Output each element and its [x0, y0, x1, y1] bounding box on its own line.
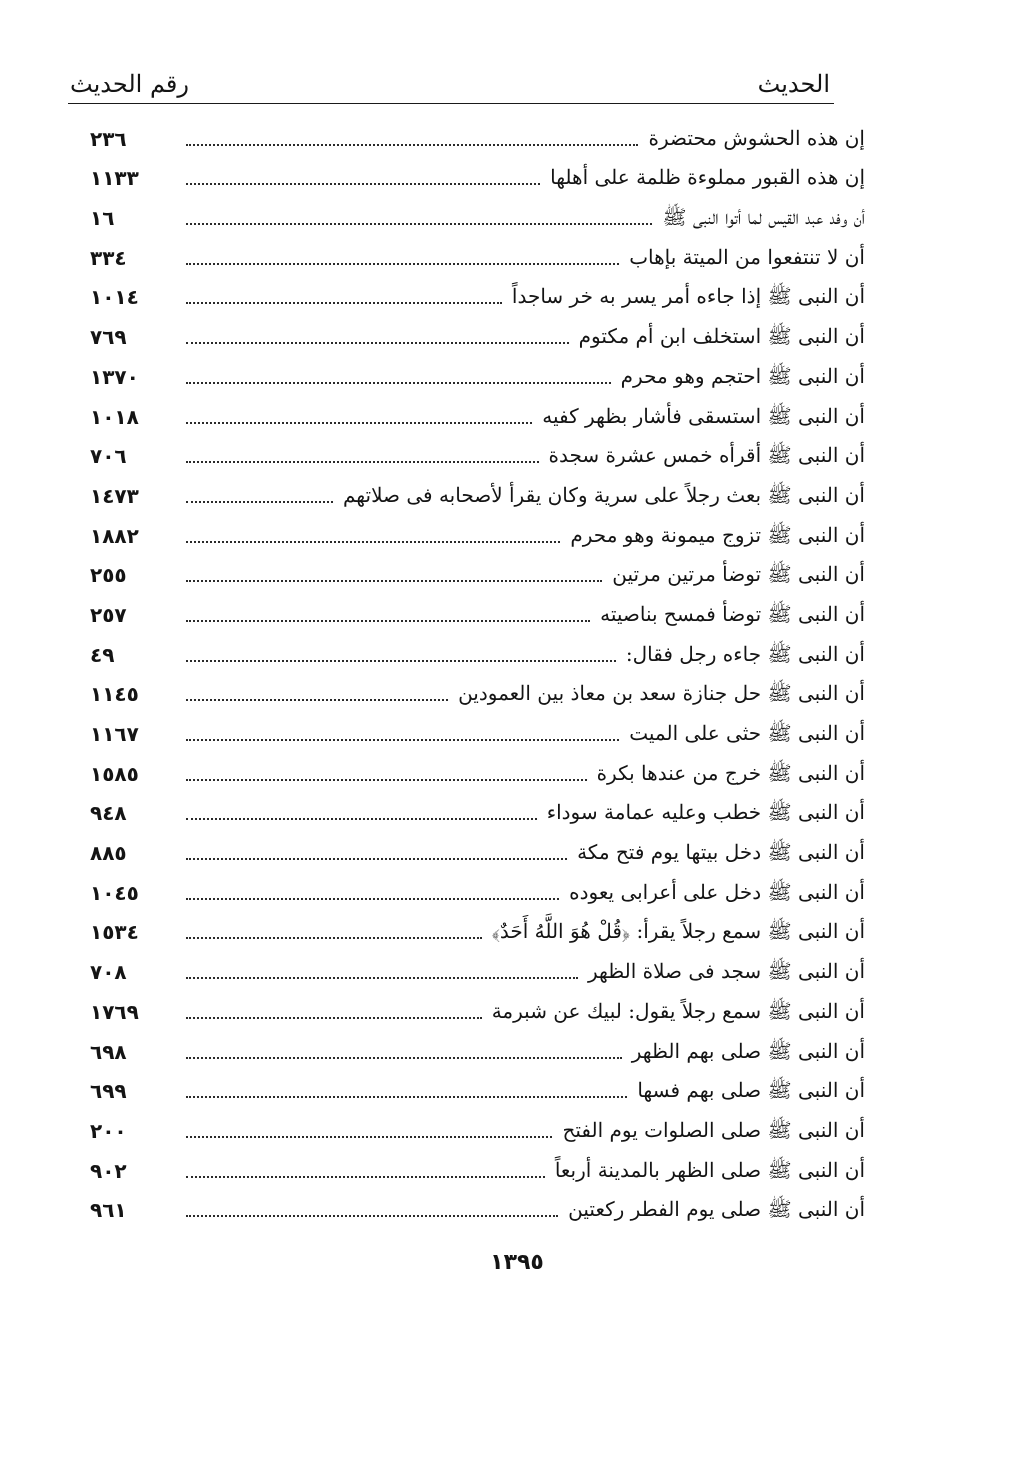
- index-entry: [90, 707, 865, 747]
- hadith-number: ٢٣٦: [90, 126, 127, 151]
- hadith-text: أن النبى ﷺ دخل بيتها يوم فتح مكة: [577, 840, 865, 865]
- index-entry: [90, 826, 865, 866]
- dot-leader: [186, 1136, 552, 1138]
- index-entry: [90, 1104, 865, 1144]
- hadith-number: ٢٠٠: [90, 1118, 127, 1143]
- dot-leader: [186, 263, 619, 265]
- hadith-number: ٦٩٨: [90, 1039, 127, 1064]
- hadith-text: أن النبى ﷺ أقرأه خمس عشرة سجدة: [548, 443, 865, 468]
- hadith-number: ١٦: [90, 206, 115, 231]
- hadith-number: ٣٣٤: [90, 245, 127, 270]
- hadith-column-heading: الحديث: [757, 70, 830, 98]
- dot-leader: [186, 461, 539, 463]
- hadith-text: أن النبى ﷺ حل جنازة سعد بن معاذ بين العمودين: [458, 681, 865, 706]
- index-entry: [90, 430, 865, 470]
- dot-leader: [186, 1017, 482, 1019]
- hadith-number: ١٣٧٠: [90, 364, 139, 389]
- dot-leader: [186, 898, 559, 900]
- dot-leader: [186, 342, 569, 344]
- hadith-text: أن النبى ﷺ صلى بهم فسها: [637, 1078, 865, 1103]
- index-entry: [90, 1025, 865, 1065]
- hadith-text: أن النبى ﷺ استسقى فأشار بظهر كفيه: [542, 403, 865, 428]
- dot-leader: [186, 501, 333, 503]
- hadith-number: ١٤٧٣: [90, 483, 139, 508]
- index-entry: [90, 310, 865, 350]
- hadith-number: ١١٤٥: [90, 682, 139, 707]
- hadith-text: إن هذه القبور مملوءة ظلمة على أهلها: [550, 165, 865, 190]
- index-entry: [90, 390, 865, 430]
- hadith-number: ١٨٨٢: [90, 523, 139, 548]
- hadith-number: ٤٩: [90, 642, 115, 667]
- index-entry: [90, 271, 865, 311]
- index-entry: [90, 469, 865, 509]
- dot-leader: [186, 779, 587, 781]
- hadith-number: ٧٠٨: [90, 960, 127, 985]
- dot-leader: [186, 937, 482, 939]
- hadith-text: أن النبى ﷺ سمع رجلاً يقرأ: ﴿قُلْ هُوَ اللَّهُ أَحَدٌ﴾: [491, 919, 865, 944]
- hadith-number: ١٧٦٩: [90, 999, 139, 1024]
- hadith-text: أن النبى ﷺ تزوج ميمونة وهو محرم: [570, 522, 865, 547]
- dot-leader: [186, 144, 638, 146]
- index-entry: [90, 152, 865, 192]
- dot-leader: [186, 580, 602, 582]
- hadith-text: أن النبى ﷺ جاءه رجل فقال:: [625, 641, 865, 666]
- index-entry: [90, 231, 865, 271]
- hadith-number: ١١٦٧: [90, 722, 139, 746]
- hadith-number: ١١٣٣: [90, 166, 139, 191]
- hadith-number: ٩٠٢: [90, 1158, 127, 1183]
- hadith-number: ١٥٣٤: [90, 920, 139, 945]
- index-entry: [90, 350, 865, 390]
- hadith-text: أن النبى ﷺ دخل على أعرابى يعوده: [569, 879, 865, 904]
- dot-leader: [186, 660, 616, 662]
- page-number: ١٣٩٥: [490, 1250, 544, 1275]
- index-entry: [90, 1065, 865, 1105]
- dot-leader: [186, 1215, 558, 1217]
- index-entry: [90, 747, 865, 787]
- hadith-number: ١٠١٨: [90, 404, 139, 429]
- hadith-text: أن النبى ﷺ صلى يوم الفطر ركعتين: [568, 1197, 865, 1222]
- hadith-text: أن النبى ﷺ توضأ فمسح بناصيته: [600, 601, 865, 626]
- index-entry: [90, 628, 865, 668]
- hadith-number: ٩٤٨: [90, 801, 127, 826]
- dot-leader: [186, 1096, 627, 1098]
- index-entry: [90, 866, 865, 906]
- hadith-text: أن النبى ﷺ خطب وعليه عمامة سوداء: [546, 800, 865, 825]
- hadith-text: أن النبى ﷺ صلى بهم الظهر: [631, 1038, 865, 1063]
- hadith-number: ١٠٤٥: [90, 880, 139, 905]
- hadith-number: ١٥٨٥: [90, 761, 139, 786]
- dot-leader: [186, 1176, 545, 1178]
- dot-leader: [186, 1057, 622, 1059]
- index-entry: [90, 906, 865, 946]
- dot-leader: [186, 818, 537, 820]
- index-entry: [90, 191, 865, 231]
- hadith-text: أن النبى ﷺ بعث رجلاً على سرية وكان يقرأ لأصحابه فى صلاتهم: [342, 482, 865, 507]
- hadith-text: أن النبى ﷺ سجد فى صلاة الظهر: [587, 959, 865, 984]
- hadith-text: أن وفد عبد القيس لما أتوا النبى ﷺ: [662, 205, 865, 230]
- index-entry: [90, 509, 865, 549]
- hadith-text: أن النبى ﷺ سمع رجلاً يقول: لبيك عن شبرمة: [491, 998, 865, 1023]
- hadith-number: ٧٠٦: [90, 444, 127, 469]
- dot-leader: [186, 223, 652, 225]
- hadith-text: أن النبى ﷺ توضأ مرتين مرتين: [612, 562, 865, 587]
- hadith-index-list: [90, 112, 865, 1223]
- hadith-text: أن النبى ﷺ حثى على الميت: [629, 721, 865, 745]
- hadith-text: أن النبى ﷺ استخلف ابن أم مكتوم: [578, 324, 865, 349]
- dot-leader: [186, 858, 567, 860]
- header-rule: [68, 103, 834, 104]
- hadith-number: ١٠١٤: [90, 285, 139, 310]
- dot-leader: [186, 302, 502, 304]
- index-entry: [90, 945, 865, 985]
- index-entry: [90, 1144, 865, 1184]
- dot-leader: [186, 739, 619, 741]
- index-entry: [90, 549, 865, 589]
- hadith-number-column-heading: رقم الحديث: [70, 70, 189, 98]
- index-entry: [90, 985, 865, 1025]
- dot-leader: [186, 620, 590, 622]
- dot-leader: [186, 183, 540, 185]
- index-entry: [90, 1184, 865, 1224]
- hadith-text: أن النبى ﷺ صلى الظهر بالمدينة أربعاً: [554, 1157, 865, 1182]
- index-entry: [90, 588, 865, 628]
- dot-leader: [186, 422, 532, 424]
- hadith-number: ٧٦٩: [90, 325, 127, 350]
- dot-leader: [186, 541, 560, 543]
- hadith-text: أن النبى ﷺ إذا جاءه أمر يسر به خر ساجداً: [511, 284, 865, 309]
- hadith-number: ٢٥٥: [90, 563, 127, 588]
- hadith-text: أن النبى ﷺ احتجم وهو محرم: [620, 363, 865, 388]
- hadith-number: ٨٨٥: [90, 841, 127, 866]
- hadith-text: أن لا تنتفعوا من الميتة بإهاب: [629, 244, 865, 269]
- hadith-text: أن النبى ﷺ صلى الصلوات يوم الفتح: [562, 1117, 865, 1142]
- hadith-number: ٦٩٩: [90, 1079, 127, 1104]
- dot-leader: [186, 977, 578, 979]
- hadith-number: ٢٥٧: [90, 602, 127, 627]
- dot-leader: [186, 382, 611, 384]
- hadith-text: أن النبى ﷺ خرج من عندها بكرة: [596, 760, 865, 785]
- index-entry: [90, 112, 865, 152]
- index-entry: [90, 787, 865, 827]
- hadith-number: ٩٦١: [90, 1198, 127, 1223]
- hadith-text: إن هذه الحشوش محتضرة: [648, 125, 865, 150]
- dot-leader: [186, 699, 448, 701]
- index-entry: [90, 668, 865, 708]
- page-header: [70, 58, 830, 98]
